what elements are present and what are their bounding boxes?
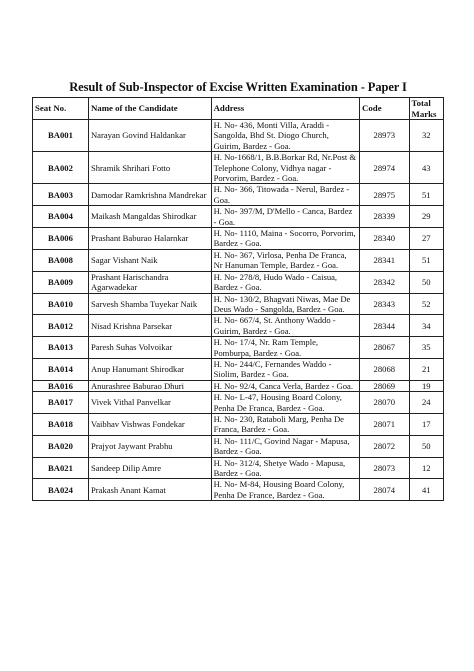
header-row (33, 98, 444, 120)
address-cell: H. No- 312/4, Shetye Wado - Mapusa, Bardez - Goa. (211, 457, 359, 479)
seat-no-cell: BA017 (33, 392, 89, 414)
total-marks-cell: 27 (409, 228, 443, 250)
code-cell: 28073 (360, 457, 409, 479)
seat-no-cell: BA014 (33, 358, 89, 380)
total-marks-cell: 21 (409, 358, 443, 380)
code-cell: 28342 (360, 271, 409, 293)
total-marks-cell: 29 (409, 206, 443, 228)
address-cell: H. No- 397/M, D'Mello - Canca, Bardez - Goa. (211, 206, 359, 228)
document-title: Result of Sub-Inspector of Excise Written Examination - Paper I (69, 80, 407, 94)
seat-no-cell: BA004 (33, 206, 89, 228)
table-row (33, 392, 444, 414)
total-marks-cell: 35 (409, 337, 443, 359)
candidate-name-cell: Sarvesh Shamba Tuyekar Naik (88, 293, 211, 315)
results-table-body (33, 120, 444, 501)
table-row (33, 152, 444, 184)
candidate-name-cell: Narayan Govind Haldankar (88, 120, 211, 152)
table-row (33, 358, 444, 380)
code-cell: 28068 (360, 358, 409, 380)
results-table (32, 97, 444, 501)
candidate-name-cell: Prakash Anant Kamat (88, 479, 211, 501)
code-cell: 28071 (360, 413, 409, 435)
seat-no-cell: BA009 (33, 271, 89, 293)
code-cell: 28973 (360, 120, 409, 152)
seat-no-cell: BA003 (33, 184, 89, 206)
code-cell: 28344 (360, 315, 409, 337)
address-cell: H. No- L-47, Housing Board Colony, Penha De Franca, Bardez - Goa. (211, 392, 359, 414)
header-address: Address (211, 98, 359, 120)
seat-no-cell: BA006 (33, 228, 89, 250)
header-seat-no: Seat No. (33, 98, 89, 120)
address-cell: H. No- 436, Monti Villa, Araddi - Sangolda, Bhd St. Diogo Church, Guirim, Bardez - Goa. (211, 120, 359, 152)
total-marks-cell: 19 (409, 380, 443, 391)
header-total-marks: Total Marks (409, 98, 443, 120)
candidate-name-cell: Anurashree Baburao Dhuri (88, 380, 211, 391)
code-cell: 28067 (360, 337, 409, 359)
candidate-name-cell: Damodar Ramkrishna Mandrekar (88, 184, 211, 206)
address-cell: H. No- 278/8, Hudo Wado - Caisua, Bardez - Goa. (211, 271, 359, 293)
address-cell: H. No-1668/1, B.B.Borkar Rd, Nr.Post & Telephone Colony, Vidhya nagar - Porvorim, Bardez - Goa. (211, 152, 359, 184)
table-row (33, 315, 444, 337)
table-row (33, 479, 444, 501)
seat-no-cell: BA008 (33, 249, 89, 271)
total-marks-cell: 12 (409, 457, 443, 479)
seat-no-cell: BA020 (33, 435, 89, 457)
code-cell: 28070 (360, 392, 409, 414)
total-marks-cell: 43 (409, 152, 443, 184)
candidate-name-cell: Paresh Suhas Volvoikar (88, 337, 211, 359)
candidate-name-cell: Sandeep Dilip Amre (88, 457, 211, 479)
candidate-name-cell: Vivek Vithal Panvelkar (88, 392, 211, 414)
table-row (33, 249, 444, 271)
table-row (33, 380, 444, 391)
address-cell: H. No- 367, Virlosa, Penha De Franca, Nr Hanuman Temple, Bardez - Goa. (211, 249, 359, 271)
total-marks-cell: 51 (409, 184, 443, 206)
table-row (33, 228, 444, 250)
seat-no-cell: BA021 (33, 457, 89, 479)
code-cell: 28074 (360, 479, 409, 501)
code-cell: 28339 (360, 206, 409, 228)
table-row (33, 293, 444, 315)
code-cell: 28340 (360, 228, 409, 250)
total-marks-cell: 51 (409, 249, 443, 271)
address-cell: H. No- 130/2, Bhagvati Niwas, Mae De Deus Wado - Sangolda, Bardez - Goa. (211, 293, 359, 315)
total-marks-cell: 50 (409, 435, 443, 457)
seat-no-cell: BA002 (33, 152, 89, 184)
address-cell: H. No- 17/4, Nr. Ram Temple, Pomburpa, Bardez - Goa. (211, 337, 359, 359)
candidate-name-cell: Maikash Mangaldas Shirodkar (88, 206, 211, 228)
total-marks-cell: 32 (409, 120, 443, 152)
code-cell: 28975 (360, 184, 409, 206)
total-marks-cell: 34 (409, 315, 443, 337)
code-cell: 28343 (360, 293, 409, 315)
address-cell: H. No- 111/C, Govind Nagar - Mapusa, Bardez - Goa. (211, 435, 359, 457)
seat-no-cell: BA013 (33, 337, 89, 359)
seat-no-cell: BA018 (33, 413, 89, 435)
candidate-name-cell: Sagar Vishant Naik (88, 249, 211, 271)
table-row (33, 337, 444, 359)
candidate-name-cell: Vaibhav Vishwas Fondekar (88, 413, 211, 435)
table-row (33, 184, 444, 206)
candidate-name-cell: Prajyot Jaywant Prabhu (88, 435, 211, 457)
table-row (33, 457, 444, 479)
total-marks-cell: 52 (409, 293, 443, 315)
candidate-name-cell: Anup Hanumant Shirodkar (88, 358, 211, 380)
table-row (33, 120, 444, 152)
total-marks-cell: 50 (409, 271, 443, 293)
candidate-name-cell: Prashant Baburao Halarnkar (88, 228, 211, 250)
code-cell: 28974 (360, 152, 409, 184)
address-cell: H. No- 92/4, Canca Verla, Bardez - Goa. (211, 380, 359, 391)
header-code: Code (360, 98, 409, 120)
candidate-name-cell: Shramik Shrihari Fotto (88, 152, 211, 184)
address-cell: H. No- M-84, Housing Board Colony, Penha De France, Bardez - Goa. (211, 479, 359, 501)
seat-no-cell: BA010 (33, 293, 89, 315)
address-cell: H. No- 244/C, Fernandes Waddo - Siolim, Bardez - Goa. (211, 358, 359, 380)
table-row (33, 206, 444, 228)
code-cell: 28072 (360, 435, 409, 457)
address-cell: H. No- 1110, Maina - Socorro, Porvorim, Bardez - Goa. (211, 228, 359, 250)
address-cell: H. No- 667/4, St. Anthony Waddo - Guirim, Bardez - Goa. (211, 315, 359, 337)
result-document (32, 80, 444, 501)
seat-no-cell: BA001 (33, 120, 89, 152)
table-row (33, 413, 444, 435)
code-cell: 28341 (360, 249, 409, 271)
candidate-name-cell: Nisad Krishna Parsekar (88, 315, 211, 337)
header-candidate-name: Name of the Candidate (88, 98, 211, 120)
total-marks-cell: 41 (409, 479, 443, 501)
code-cell: 28069 (360, 380, 409, 391)
address-cell: H. No- 366, Titowada - Nerul, Bardez - Goa. (211, 184, 359, 206)
table-row (33, 435, 444, 457)
total-marks-cell: 17 (409, 413, 443, 435)
table-row (33, 271, 444, 293)
seat-no-cell: BA016 (33, 380, 89, 391)
address-cell: H. No- 230, Rataboli Marg, Penha De Franca, Bardez - Goa. (211, 413, 359, 435)
total-marks-cell: 24 (409, 392, 443, 414)
seat-no-cell: BA012 (33, 315, 89, 337)
candidate-name-cell: Prashant Harischandra Agarwadekar (88, 271, 211, 293)
seat-no-cell: BA024 (33, 479, 89, 501)
